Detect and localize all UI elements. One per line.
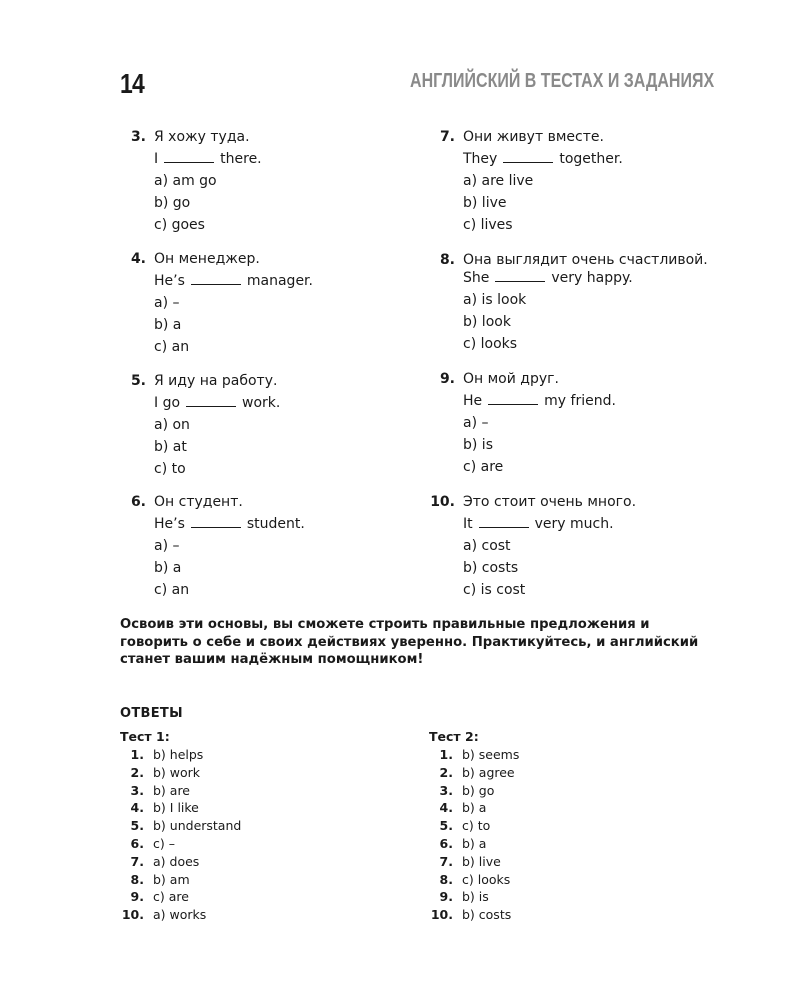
option-a[interactable]: a) – — [154, 295, 180, 311]
question-number: 4. — [130, 251, 146, 267]
question-10 — [430, 491, 763, 601]
question-prompt: Они живут вместе. — [463, 129, 604, 145]
question-8 — [439, 249, 763, 355]
test-title: Тест 2: — [429, 729, 479, 744]
question-sentence: It very much. — [463, 513, 763, 535]
question-9 — [439, 368, 763, 478]
question-prompt: Это стоит очень много. — [463, 494, 637, 510]
question-6 — [130, 491, 454, 601]
answer-row: 3. b) are — [130, 782, 190, 798]
question-number: 3. — [130, 129, 146, 145]
answer-blank[interactable] — [488, 390, 538, 405]
question-sentence: I there. — [154, 148, 454, 170]
option-c[interactable]: c) an — [154, 582, 190, 598]
answer-row: 10. a) works — [121, 907, 207, 923]
answer-row: 1. b) helps — [130, 747, 204, 762]
answer-row: 5. b) understand — [130, 818, 242, 834]
test-title: Тест 1: — [120, 729, 170, 744]
question-prompt: Он студент. — [154, 494, 243, 510]
question-prompt: Я иду на работу. — [154, 373, 278, 389]
option-b[interactable]: b) a — [154, 560, 182, 576]
question-number: 9. — [439, 371, 455, 387]
answer-row: 2. b) agree — [439, 764, 515, 780]
answer-row: 4. b) a — [439, 800, 487, 816]
answer-row: 1. b) seems — [439, 747, 520, 762]
option-b[interactable]: b) live — [463, 195, 507, 211]
running-header: АНГЛИЙСКИЙ В ТЕСТАХ И ЗАДАНИЯХ — [409, 70, 714, 92]
question-sentence: He’s manager. — [154, 270, 454, 292]
question-number: 10. — [430, 494, 455, 510]
question-number: 8. — [439, 252, 455, 268]
option-b[interactable]: b) look — [463, 314, 511, 330]
option-a[interactable]: a) cost — [463, 538, 511, 554]
option-b[interactable]: b) costs — [463, 560, 519, 576]
answer-blank[interactable] — [503, 148, 553, 163]
question-sentence: She very happy. — [463, 267, 763, 289]
answer-row: 5. c) to — [439, 818, 491, 834]
answer-row: 8. c) looks — [439, 871, 511, 887]
question-sentence: They together. — [463, 148, 763, 170]
question-prompt: Она выглядит очень счастливой. — [463, 252, 708, 268]
option-a[interactable]: a) am go — [154, 173, 217, 189]
answer-row: 6. b) a — [439, 835, 487, 851]
question-sentence: I go work. — [154, 392, 454, 414]
answer-blank[interactable] — [479, 513, 529, 528]
answer-row: 7. a) does — [130, 853, 200, 869]
question-number: 6. — [130, 494, 146, 510]
option-a[interactable]: a) – — [154, 538, 180, 554]
option-a[interactable]: a) is look — [463, 292, 527, 308]
answers-test-2 — [429, 728, 689, 924]
option-c[interactable]: c) lives — [463, 217, 513, 233]
answers-heading: ОТВЕТЫ — [120, 706, 183, 721]
question-prompt: Я хожу туда. — [154, 129, 250, 145]
question-4 — [130, 248, 454, 358]
question-sentence: He’s student. — [154, 513, 454, 535]
question-number: 5. — [130, 373, 146, 389]
question-7 — [439, 126, 763, 236]
page-number: 14 — [120, 68, 144, 99]
option-a[interactable]: a) are live — [463, 173, 534, 189]
question-number: 7. — [439, 129, 455, 145]
option-b[interactable]: b) at — [154, 439, 187, 455]
answer-row: 7. b) live — [439, 853, 501, 869]
answer-blank[interactable] — [191, 513, 241, 528]
answers-test-1 — [120, 728, 380, 924]
option-b[interactable]: b) a — [154, 317, 182, 333]
summary-paragraph: Освоив эти основы, вы сможете строить правильные предложения и говорить о себе и своих действиях уверенно. Практикуйтесь, и английский станет вашим надёжным помощником! — [120, 617, 699, 667]
answer-row: 4. b) I like — [130, 800, 199, 816]
answer-row: 10. b) costs — [430, 907, 512, 923]
option-c[interactable]: c) looks — [463, 336, 518, 352]
question-prompt: Он мой друг. — [463, 371, 559, 387]
question-prompt: Он менеджер. — [154, 251, 260, 267]
option-c[interactable]: c) to — [154, 461, 186, 477]
question-3 — [130, 126, 454, 236]
answer-blank[interactable] — [186, 392, 236, 407]
answer-blank[interactable] — [191, 270, 241, 285]
option-b[interactable]: b) go — [154, 195, 191, 211]
option-c[interactable]: c) an — [154, 339, 190, 355]
answer-row: 9. b) is — [439, 889, 489, 905]
question-sentence: He my friend. — [463, 390, 763, 412]
option-c[interactable]: c) is cost — [463, 582, 526, 598]
option-b[interactable]: b) is — [463, 437, 493, 453]
answer-row: 9. c) are — [130, 889, 189, 905]
option-c[interactable]: c) goes — [154, 217, 205, 233]
question-5 — [130, 370, 454, 480]
option-a[interactable]: a) – — [463, 415, 489, 431]
answer-blank[interactable] — [164, 148, 214, 163]
option-a[interactable]: a) on — [154, 417, 190, 433]
answer-row: 3. b) go — [439, 782, 495, 798]
answer-row: 2. b) work — [130, 764, 201, 780]
answer-blank[interactable] — [495, 267, 545, 282]
option-c[interactable]: c) are — [463, 459, 504, 475]
answer-row: 6. c) – — [130, 835, 175, 851]
answer-row: 8. b) am — [130, 871, 190, 887]
